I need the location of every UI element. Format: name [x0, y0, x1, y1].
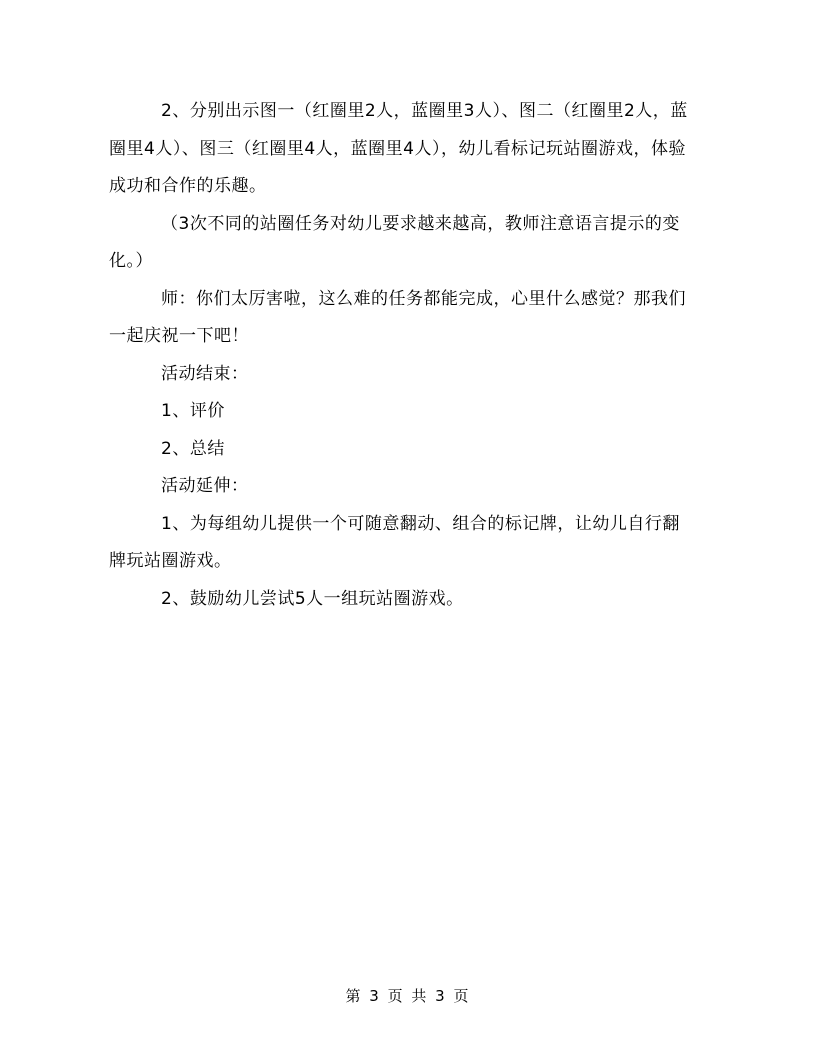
document-body: [109, 93, 694, 618]
list-item-extension-1: 1、为每组幼儿提供一个可随意翻动、组合的标记牌，让幼儿自行翻牌玩站圈游戏。: [109, 513, 680, 571]
page-number-footer: 第 3 页 共 3 页: [345, 987, 471, 1005]
list-item-extension-2: 2、鼓励幼儿尝试5人一组玩站圈游戏。: [161, 588, 464, 609]
paragraph-teacher-speech: 师：你们太厉害啦，这么难的任务都能完成，心里什么感觉？那我们一起庆祝一下吧！: [109, 288, 686, 346]
heading-activity-end: 活动结束：: [161, 363, 249, 384]
heading-activity-extension: 活动延伸：: [161, 476, 249, 496]
list-item-summarize: 2、总结: [161, 438, 225, 459]
list-item-evaluate: 1、评价: [161, 401, 225, 421]
paragraph-activity-step-2: 2、分别出示图一（红圈里2人，蓝圈里3人）、图二（红圈里2人，蓝圈里4人）、图三（红圈里4人，蓝圈里4人），幼儿看标记玩站圈游戏，体验成功和合作的乐趣。: [109, 101, 688, 196]
paragraph-teacher-note: （3次不同的站圈任务对幼儿要求越来越高，教师注意语言提示的变化。）: [109, 213, 680, 271]
